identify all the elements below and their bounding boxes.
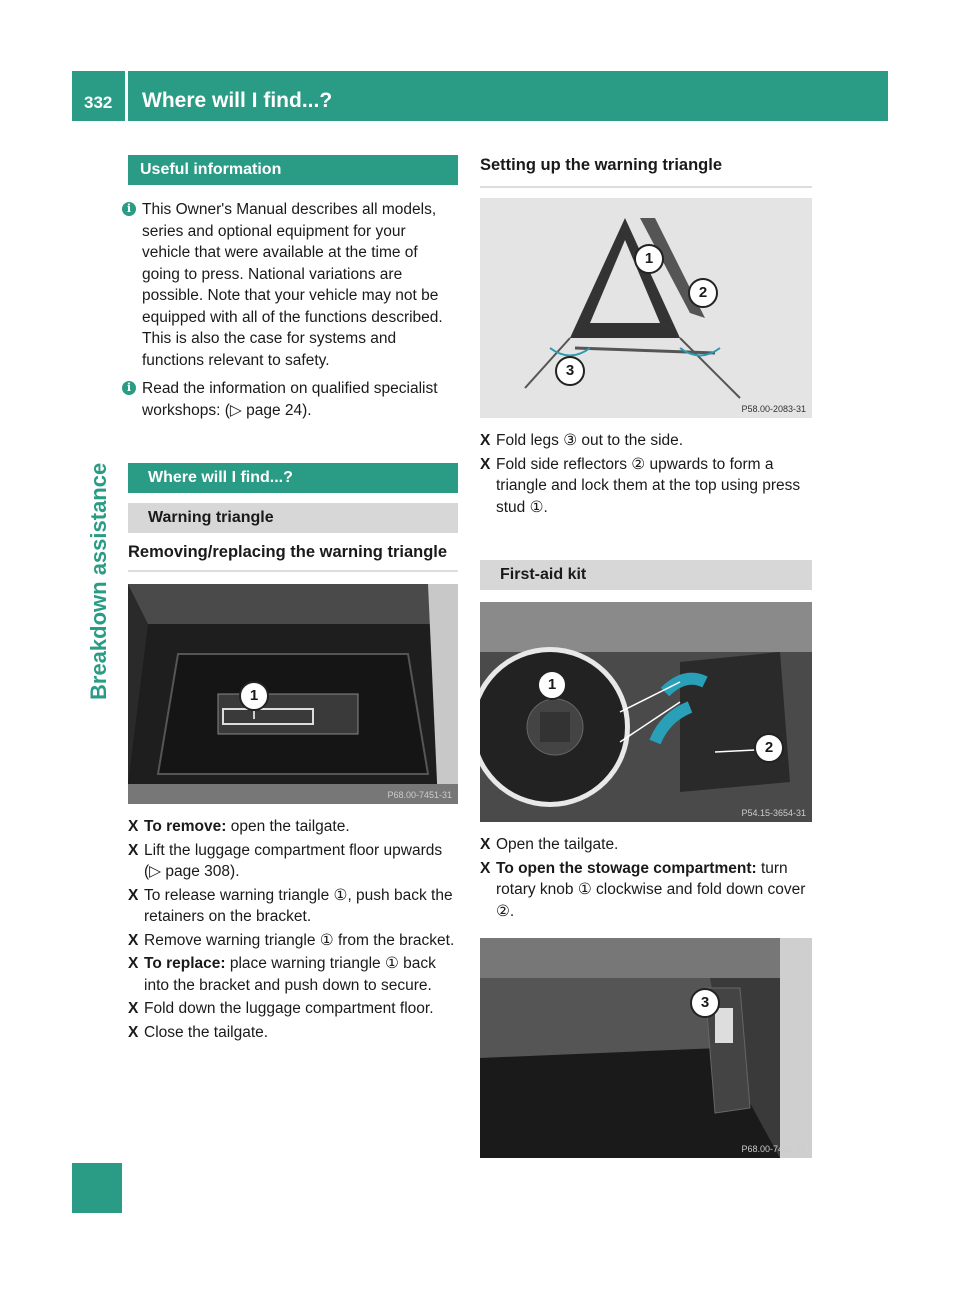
callout-1: 1	[634, 244, 664, 274]
right-column	[480, 155, 812, 1158]
step-marker-icon: X	[128, 886, 139, 904]
step-text: Fold legs ③ out to the side.	[496, 432, 684, 449]
image-code: P58.00-2083-31	[741, 404, 806, 414]
step-item	[480, 834, 812, 856]
where-find-bar: Where will I find...?	[128, 463, 458, 493]
stowage-image	[480, 938, 812, 1158]
callout-2: 2	[754, 733, 784, 763]
left-column	[128, 155, 458, 1045]
callout-1: 1	[239, 681, 269, 711]
side-tab-marker	[72, 1163, 122, 1213]
step-text: To release warning triangle ①, push back the retainers on the bracket.	[144, 886, 453, 925]
step-marker-icon: X	[480, 432, 491, 449]
first-aid-steps-list	[480, 834, 812, 922]
image-code: P54.15-3654-31	[741, 808, 806, 818]
step-marker-icon: X	[128, 1000, 139, 1017]
step-item	[128, 885, 458, 928]
callout-3: 3	[555, 356, 585, 386]
step-bold: To replace:	[144, 955, 226, 972]
useful-info-bar: Useful information	[128, 155, 458, 185]
side-section-label: Breakdown assistance	[86, 462, 111, 700]
image-code: P68.00-7451-31	[387, 790, 452, 800]
step-item	[480, 430, 812, 452]
step-text: Open the tailgate.	[496, 836, 619, 853]
step-marker-icon: X	[480, 859, 491, 877]
step-text: Remove warning triangle ① from the bracket.	[144, 931, 455, 949]
step-item	[128, 816, 458, 838]
step-item	[128, 953, 458, 996]
info-icon: i	[122, 381, 136, 395]
step-marker-icon: X	[128, 931, 139, 949]
first-aid-image	[480, 602, 812, 822]
step-text: Fold side reflectors ② upwards to form a triangle and lock them at the top using press stud ①.	[496, 455, 801, 516]
first-aid-illustration	[480, 602, 812, 822]
step-text: turn rotary knob ① clockwise and fold down cover ②.	[496, 859, 806, 920]
trunk-image	[128, 584, 458, 804]
setup-heading: Setting up the warning triangle	[480, 156, 723, 174]
step-item	[480, 454, 812, 519]
info-text-2a: Read the information on qualified specialist workshops: (	[142, 380, 438, 419]
info-text-2b[interactable]: page 24).	[246, 401, 312, 419]
triangle-image	[480, 198, 812, 418]
step-marker-icon: X	[480, 455, 491, 473]
step-item	[128, 840, 458, 883]
step-marker-icon: X	[128, 818, 139, 835]
header-title: Where will I find...?	[142, 89, 333, 112]
setup-steps-list	[480, 430, 812, 518]
step-bold: To remove:	[144, 818, 227, 835]
step-marker-icon: X	[128, 841, 139, 859]
info-icon: i	[122, 202, 136, 216]
step-text: open the tailgate.	[226, 818, 350, 835]
callout-2: 2	[688, 278, 718, 308]
info-note-2	[128, 378, 458, 421]
page-number: 332	[84, 93, 113, 112]
step-text: Close the tailgate.	[144, 1023, 269, 1041]
step-text: Fold down the luggage compartment floor.	[144, 1000, 434, 1017]
stowage-illustration	[480, 938, 812, 1158]
callout-1: 1	[537, 670, 567, 700]
trunk-illustration	[128, 584, 458, 804]
callout-3: 3	[690, 988, 720, 1018]
step-text: place warning triangle ① back into the bracket and push down to secure.	[144, 955, 436, 994]
page-header	[72, 71, 888, 121]
step-bold: To open the stowage compartment:	[496, 859, 757, 877]
info-note-1	[128, 199, 458, 371]
step-item	[480, 858, 812, 923]
warning-steps-list	[128, 816, 458, 1043]
triangle-illustration	[480, 198, 812, 418]
header-divider	[125, 71, 128, 121]
warning-triangle-bar: Warning triangle	[128, 503, 458, 533]
step-item	[128, 1022, 458, 1044]
info-text-1: This Owner's Manual describes all models, series and optional equipment for your vehicle that were available at the time of going to press. National variations are possible. Note that your vehicle may not be equipped with all of the functions described. This is also the case for systems and functions relevant to safety.	[142, 201, 443, 369]
first-aid-bar: First-aid kit	[480, 560, 812, 590]
step-marker-icon: X	[480, 836, 491, 853]
step-item	[128, 998, 458, 1020]
step-item	[128, 930, 458, 952]
step-text: Lift the luggage compartment floor upwards (▷ page 308).	[144, 841, 443, 880]
page-ref-arrow-icon: ▷	[229, 401, 247, 419]
image-code: P68.00-7452-31	[741, 1144, 806, 1154]
step-marker-icon: X	[128, 955, 139, 972]
step-marker-icon: X	[128, 1023, 139, 1041]
removing-heading: Removing/replacing the warning triangle	[128, 543, 448, 561]
